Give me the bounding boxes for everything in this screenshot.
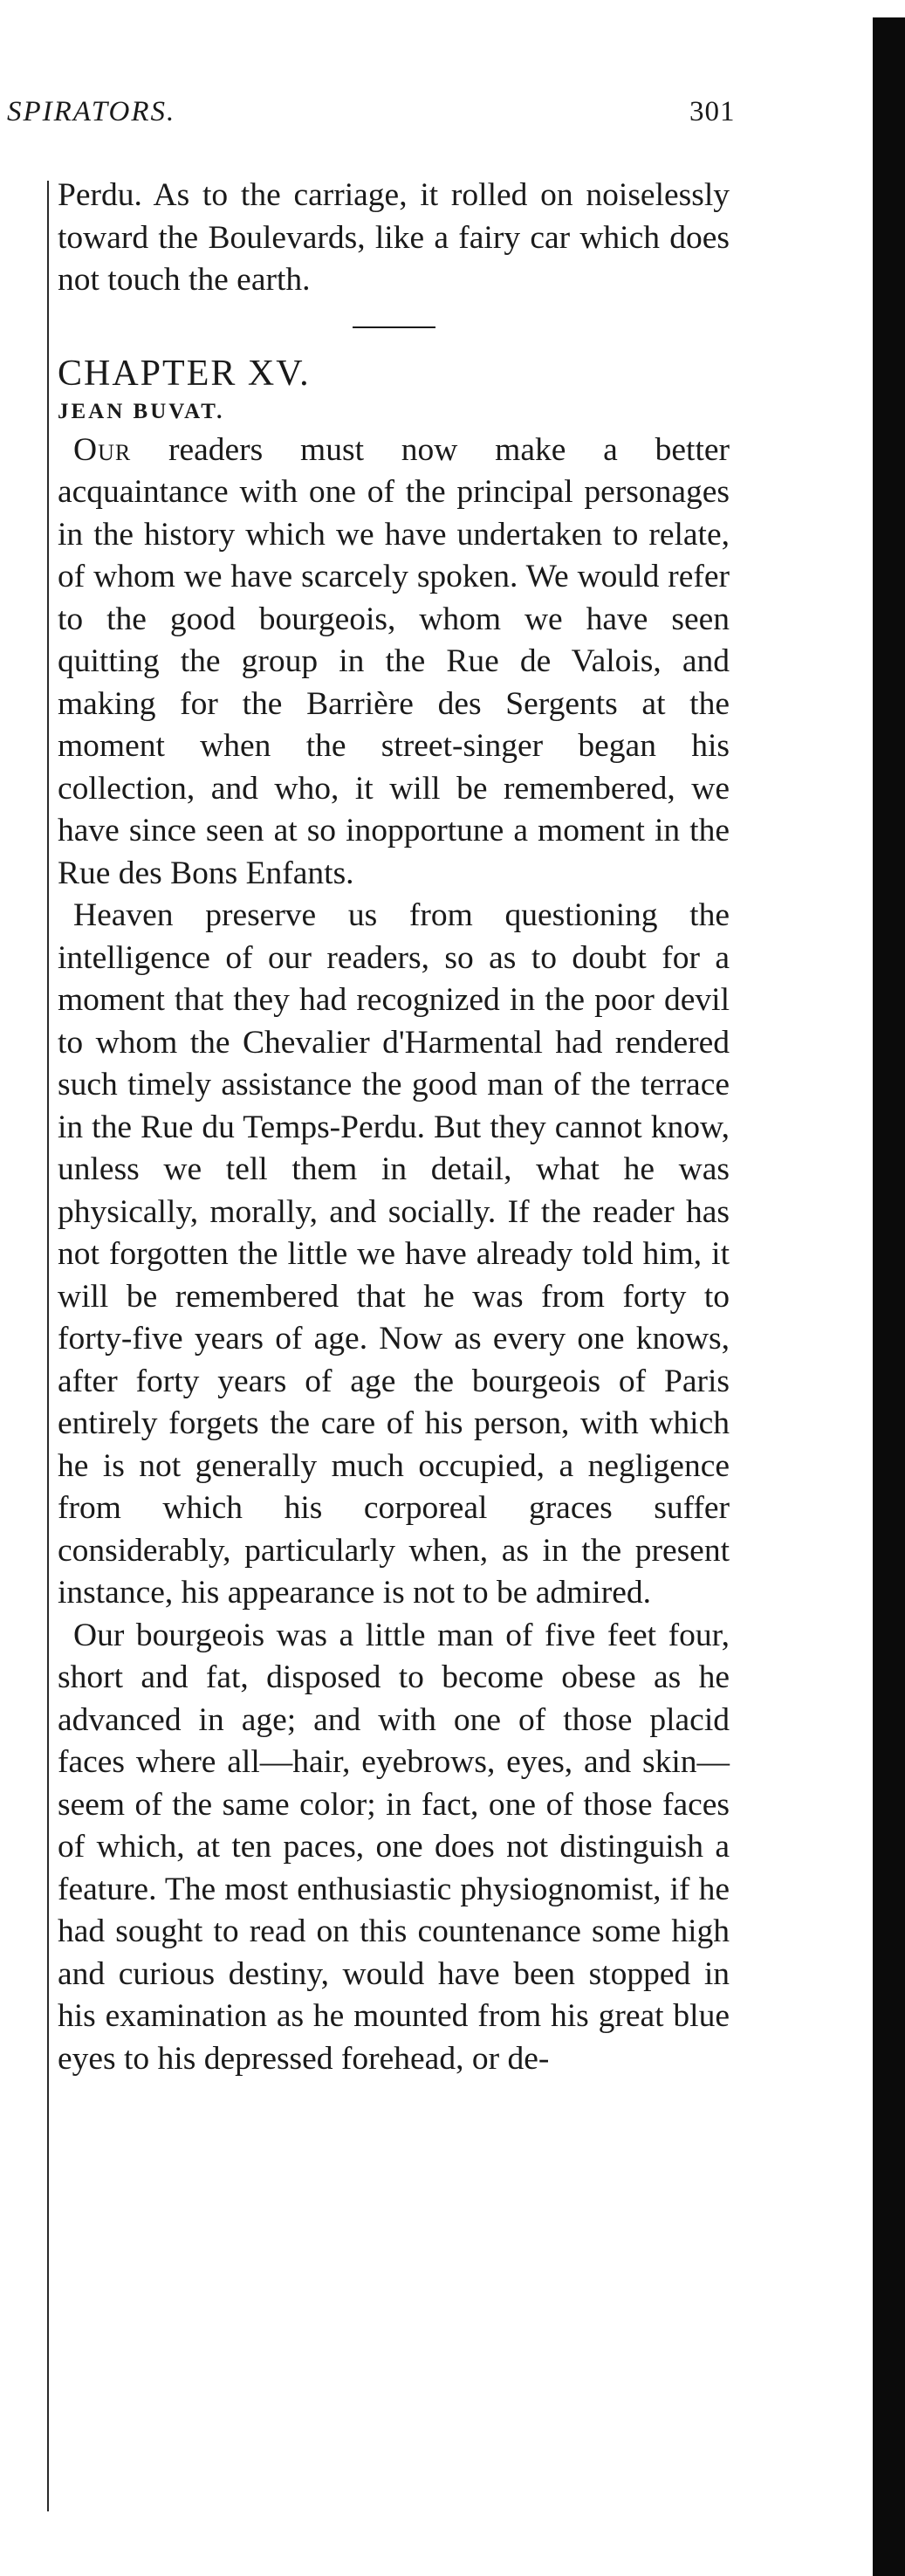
paragraph-1-lead: Our xyxy=(73,431,132,468)
paragraph-3: Our bourgeois was a little man of five feet four, short and fat, disposed to become obese as he advanced in age; and with one of those placid faces where all—hair, eyebrows, eyes, and skin—seem of the same color; in fact, one of those faces of which, at ten paces, one does not distinguish a feature. The most enthusiastic physiognomist, if he had sought to read on this countenance some high and curious destiny, would have been stopped in his examination as he mounted from his great blue eyes to his depressed forehead, or de- xyxy=(58,1617,730,2077)
paragraph-1-text: readers must now make a better acquaintance with one of the principal personages in the history which we have undertaken to relate, of whom we have scarcely spoken. We would refer to the good bourgeois, whom we have seen quitting the group in the Rue de Valois, and making for the Barrière des Sergents at the moment when the street-singer began his collection, and who, it will be remembered, we have since seen at so inopportune a moment in the Rue des Bons Enfants. xyxy=(58,431,730,891)
chapter-subtitle: JEAN BUVAT. xyxy=(58,399,225,423)
paragraph-2: Heaven preserve us from questioning the intelligence of our readers, so as to doubt for a moment that they had recognized in the poor devil to whom the Chevalier d'Harmental had rendered such timely assistance the good man of the terrace in the Rue du Temps-Perdu. But they cannot know, unless we tell them in detail, what he was physically, morally, and socially. If the reader has not forgotten the little we have already told him, it will be remembered that he was from forty to forty-five years of age. Now as every one knows, after forty years of age the bourgeois of Paris entirely forgets the care of his person, with which he is not generally much occupied, a negligence from which his corporeal graces suffer considerably, particularly when, as in the present instance, his appearance is not to be admired. xyxy=(58,897,730,1611)
paragraph-1 xyxy=(58,429,730,896)
margin-line xyxy=(47,181,49,2511)
page-number: 301 xyxy=(689,96,736,127)
running-title: SPIRATORS. xyxy=(7,96,176,127)
chapter-title: CHAPTER XV. xyxy=(58,353,311,394)
scan-edge-shadow xyxy=(873,17,905,2576)
chapter-divider xyxy=(353,326,435,328)
opening-paragraph: Perdu. As to the carriage, it rolled on noiselessly toward the Boulevards, like a fairy car which does not touch the earth. xyxy=(58,177,730,298)
page-body xyxy=(58,175,730,2080)
